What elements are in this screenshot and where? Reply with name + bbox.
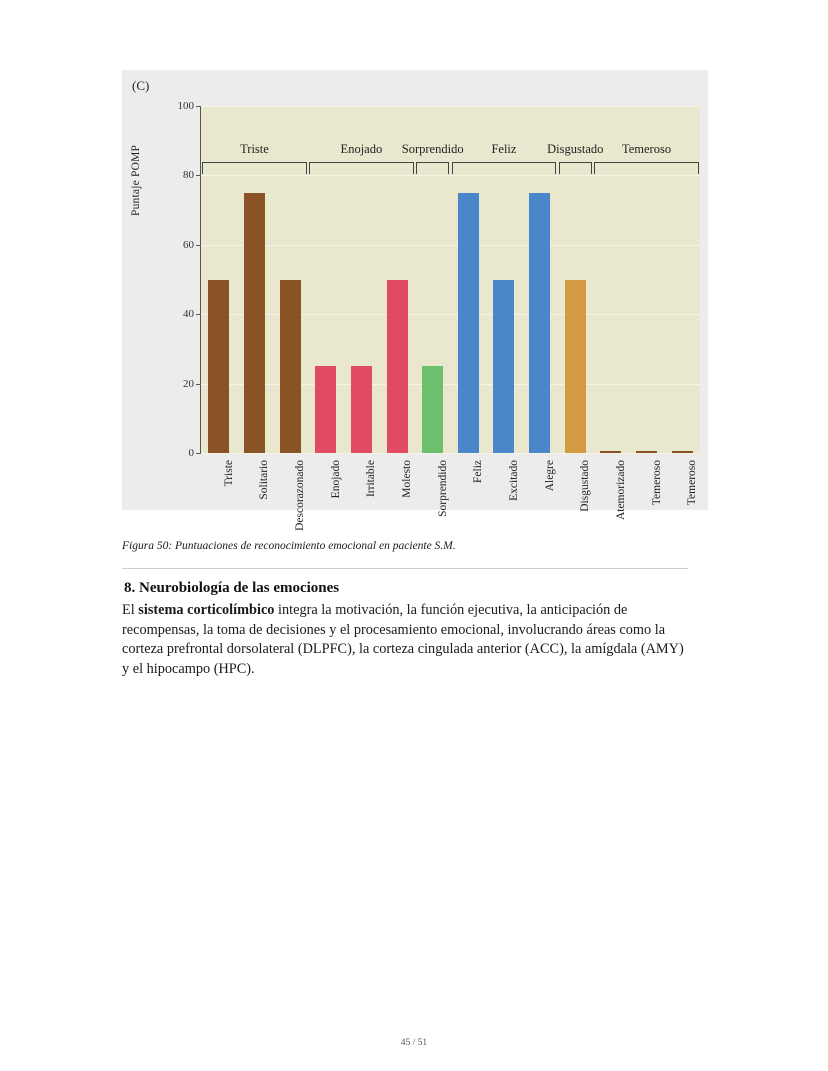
x-tick-label: Enojado [329,460,342,499]
x-tick-label: Solitario [258,460,271,500]
x-tick-label: Atemorizado [614,460,627,521]
bar [315,366,336,453]
group-bracket [309,162,413,174]
x-tick-label: Sorprendido [436,460,449,517]
x-tick-label: Triste [222,460,235,487]
gridline [201,314,700,315]
section-heading: 8. Neurobiología de las emociones [124,580,340,596]
figure-caption: Figura 50: Puntuaciones de reconocimiento emocional en paciente S.M. [122,540,456,552]
x-tick-label: Temeroso [686,460,699,506]
bar [351,366,372,453]
bar [493,280,514,454]
y-tick-label: 100 [177,100,194,112]
body-paragraph [122,601,692,679]
x-tick-label: Disgustado [579,460,592,512]
bar [672,451,693,453]
paragraph-bold-term: sistema corticolímbico [138,602,275,618]
page-number: 45 / 51 [400,1038,428,1048]
group-bracket [416,162,449,174]
paragraph-pre: El [122,602,139,618]
y-tick-mark [196,314,201,315]
y-tick-mark [196,175,201,176]
x-tick-label: Alegre [543,460,556,492]
group-label: Disgustado [547,141,604,156]
group-bracket [452,162,556,174]
plot-area [130,100,700,531]
x-tick-label: Temeroso [650,460,663,506]
y-tick-label: 60 [183,238,194,251]
bar [244,193,265,453]
bar [458,193,479,453]
x-tick-label: Descorazonado [294,460,307,531]
y-tick-mark [196,106,201,107]
group-bracket [594,162,698,174]
bar [208,280,229,454]
gridline [201,245,700,246]
y-tick-label: 80 [183,169,194,182]
bar [529,193,550,453]
bar [636,451,657,453]
bar [422,366,443,453]
group-label: Sorprendido [401,141,464,156]
y-tick-mark [196,245,201,246]
group-bracket [559,162,592,174]
y-tick-mark [196,453,201,454]
y-tick-label: 20 [183,377,194,390]
gridline [201,453,700,454]
y-tick-mark [196,384,201,385]
bar [387,280,408,454]
gridline [201,106,700,107]
chart-canvas [177,100,700,531]
group-label: Enojado [340,141,383,156]
y-axis-title: Puntaje POMP [130,144,142,216]
y-tick-label: 40 [183,308,194,321]
horizontal-rule [122,568,688,569]
bar [280,280,301,454]
gridline [201,384,700,385]
x-tick-label: Feliz [472,460,485,483]
x-tick-label: Irritable [365,460,378,498]
group-label: Triste [240,141,269,156]
gridline [201,175,700,176]
x-tick-label: Molesto [401,460,414,498]
x-tick-label: Excitado [507,460,520,501]
bar [565,280,586,454]
figure-panel [122,70,708,531]
group-bracket [202,162,306,174]
group-label: Temeroso [621,141,672,156]
paragraph-post: integra la motivación, la función ejecutiva, la anticipación de recompensas, la toma de decisiones y el procesamiento emocional, involucrando áreas como la corteza prefrontal dorsolateral (DLPFC), la corteza cingulada anterior (ACC), la amígdala (AMY) y el hipocampo (HPC). [122,602,684,677]
bar [600,451,621,453]
group-label: Feliz [491,141,517,156]
y-tick-label: 0 [188,447,194,459]
panel-label: (C) [132,78,150,93]
